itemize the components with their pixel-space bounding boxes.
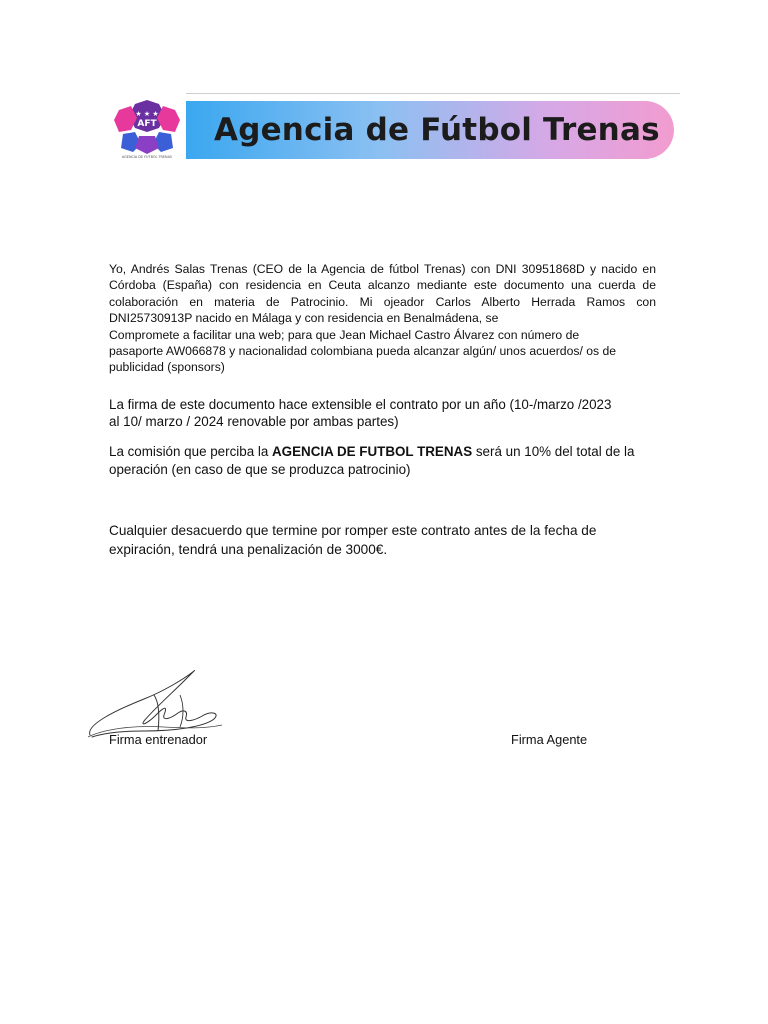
signature-label-agent: Firma Agente: [511, 732, 588, 747]
text-line: [109, 443, 656, 461]
page-title: Agencia de Fútbol Trenas: [214, 112, 660, 148]
text-line: operación (en caso de que se produzca patrocinio): [109, 461, 411, 477]
logo-caption: AGENCIA DE FUTBOL TRENAS: [121, 155, 173, 159]
logo-text: AFT: [137, 119, 157, 129]
paragraph-penalty: [109, 521, 656, 559]
text-line: Yo, Andrés Salas Trenas (CEO de la Agencia de fútbol Trenas) con DNI 30951868D y nacido en: [109, 262, 656, 276]
paragraph-duration: [109, 396, 656, 430]
text-line: DNI25730913P nacido en Málaga y con residencia en Benalmádena, se: [109, 311, 499, 326]
text-line: expiración, tendrá una penalización de 3000€.: [109, 542, 388, 557]
text-line: pasaporte AW066878 y nacionalidad colombiana pueda alcanzar algún/ unos acuerdos/ os de: [109, 344, 617, 359]
text-line: Cualquier desacuerdo que termine por romper este contrato antes de la fecha de: [109, 523, 597, 538]
header-banner: [186, 101, 674, 159]
svg-text:★ ★ ★: ★ ★ ★: [135, 110, 159, 118]
text-fragment: será un 10% del total de la: [472, 444, 635, 459]
agency-name-bold: AGENCIA DE FUTBOL TRENAS: [272, 444, 473, 459]
text-line: Compromete a facilitar una web; para que Jean Michael Castro Álvarez con número de: [109, 327, 580, 342]
paragraph-commission: [109, 443, 656, 478]
text-line: al 10/ marzo / 2024 renovable por ambas partes): [109, 414, 399, 429]
text-line: publicidad (sponsors): [109, 360, 225, 375]
text-line: La firma de este documento hace extensible el contrato por un año (10-/marzo /2023: [109, 397, 612, 412]
text-fragment: La comisión que perciba la: [109, 444, 273, 459]
text-line: Córdoba (España) con residencia en Ceuta alcanzo mediante este documento una cuerda de: [109, 278, 656, 293]
signature-label-coach: Firma entrenador: [109, 732, 208, 747]
header-rule: [186, 93, 680, 94]
paragraph-agreement: [109, 261, 656, 376]
text-line: colaboración en materia de Patrocinio. Mi ojeador Carlos Alberto Herrada Ramos con: [109, 294, 656, 309]
agency-logo: [109, 94, 185, 160]
